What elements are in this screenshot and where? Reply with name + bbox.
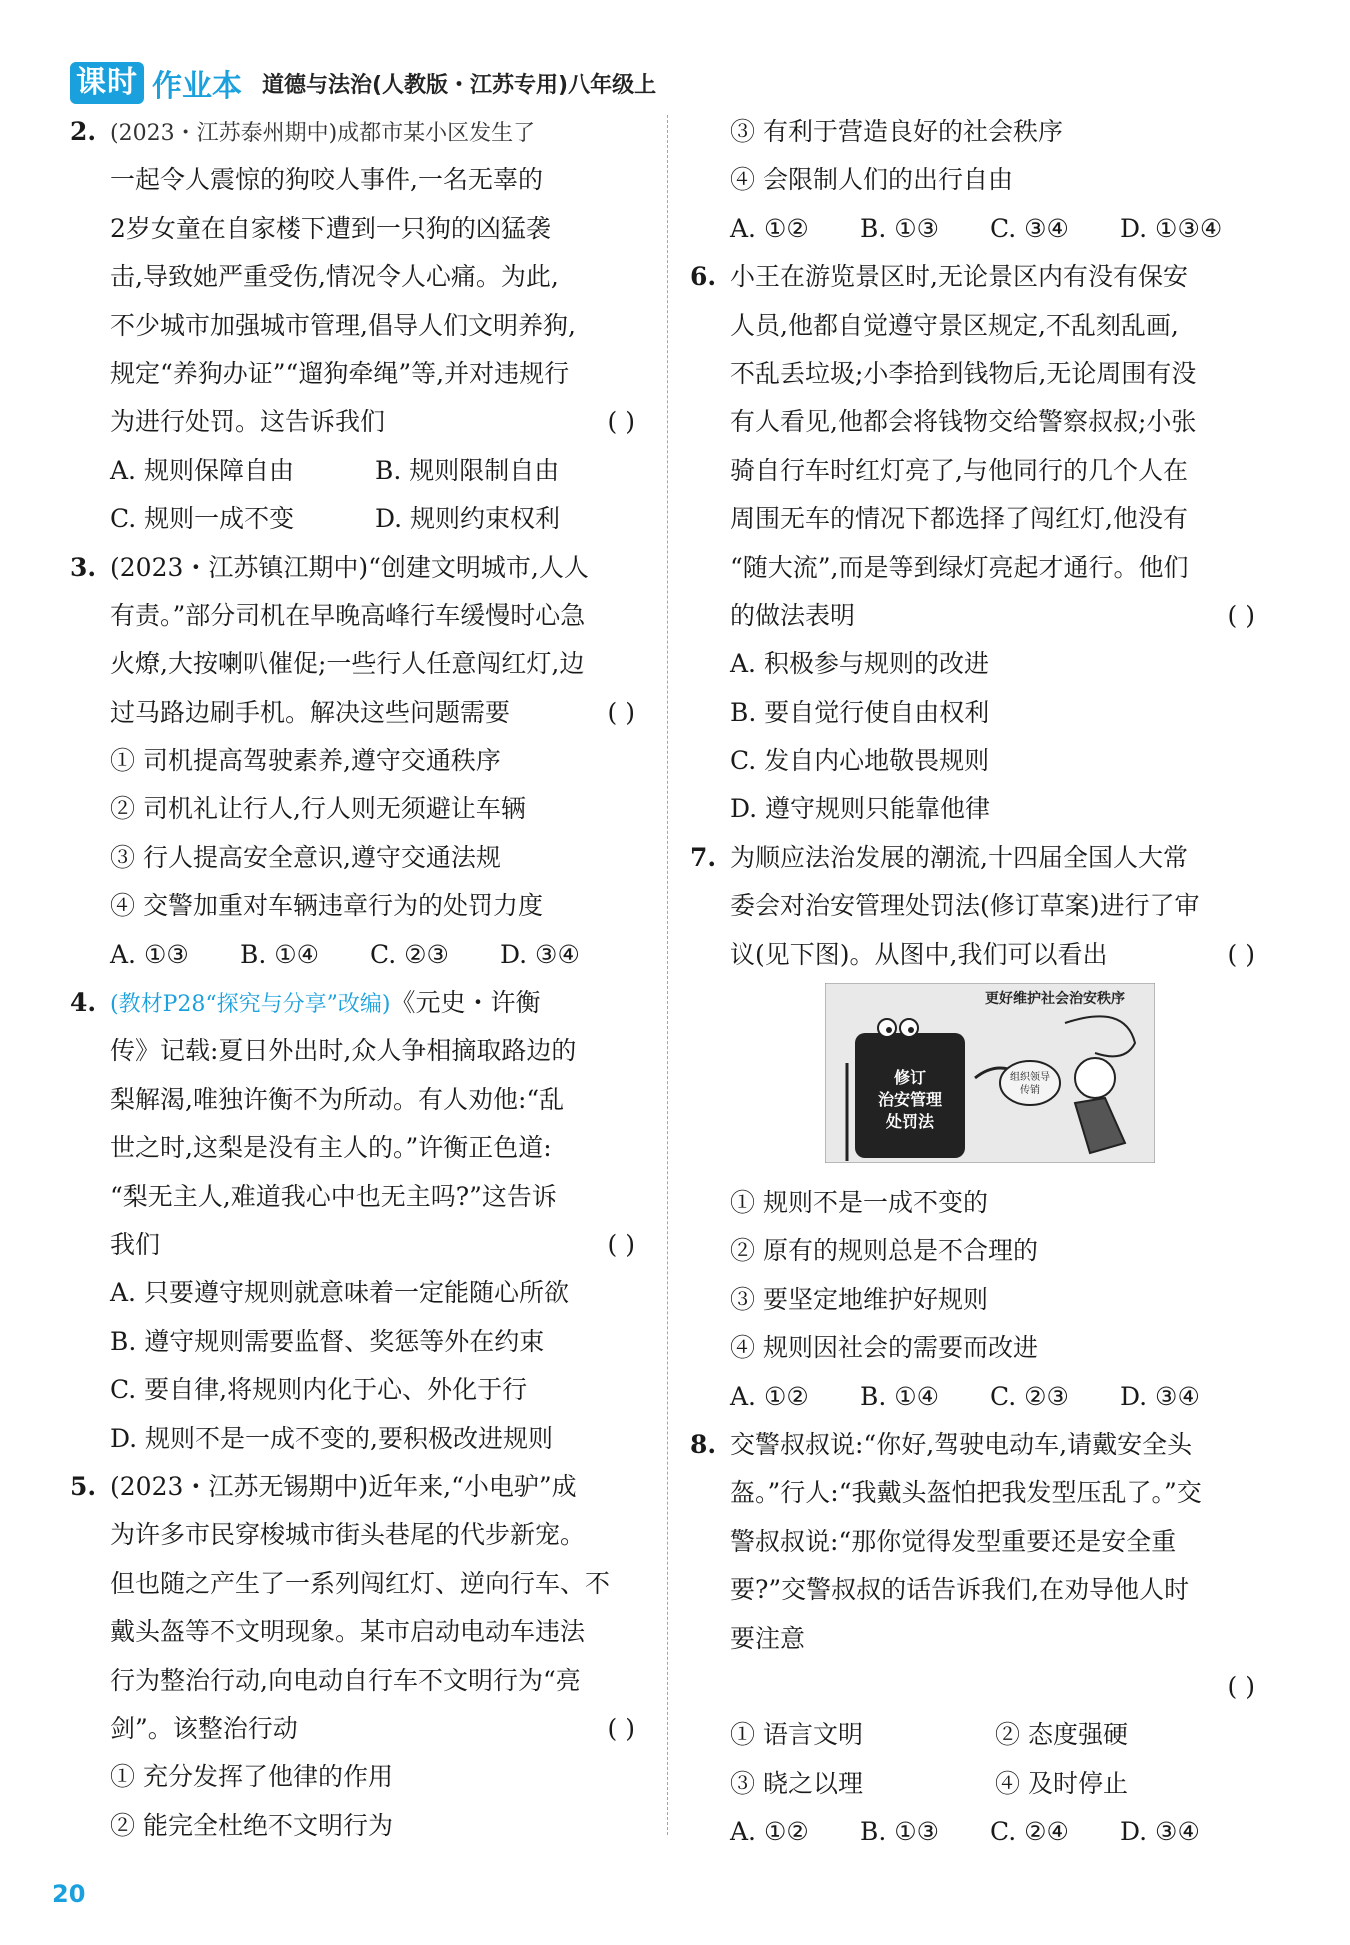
- question-text: 我们: [110, 1229, 161, 1259]
- statement-item: ② 原有的规则总是不合理的: [730, 1236, 1038, 1266]
- answer-blank: ( ): [1227, 600, 1255, 630]
- options-row: [70, 931, 645, 979]
- option-a: A. ①②: [730, 213, 809, 243]
- option-c: C. ②④: [990, 1817, 1069, 1847]
- cartoon-caption: 更好维护社会治安秩序: [985, 991, 1125, 1008]
- answer-blank-row: [690, 1663, 1265, 1711]
- question-text: 盔。”行人:“我戴头盔怕把我发型压乱了。”交: [730, 1478, 1202, 1508]
- logo-text: 作业本: [152, 69, 242, 104]
- option-c: C. ②③: [990, 1381, 1069, 1411]
- statement-item: ④ 规则因社会的需要而改进: [730, 1333, 1038, 1363]
- question-text: 2岁女童在自家楼下遭到一只狗的凶猛袭: [110, 213, 551, 243]
- question-number: 2.: [70, 117, 97, 146]
- statement-item: ① 规则不是一成不变的: [730, 1188, 988, 1218]
- question-text: “随大流”,而是等到绿灯亮起才通行。他们: [730, 552, 1189, 582]
- question-text: 有责。”部分司机在早晚高峰行车缓慢时心急: [110, 600, 586, 630]
- right-column: [690, 108, 1265, 1857]
- question-text: 一起令人震惊的狗咬人事件,一名无辜的: [110, 165, 543, 195]
- option-c: C. 规则一成不变: [110, 504, 295, 534]
- statement-item: ① 充分发挥了他律的作用: [110, 1762, 393, 1792]
- question-text: 戴头盔等不文明现象。某市启动电动车违法: [110, 1617, 586, 1647]
- statement-row: [690, 1760, 1265, 1808]
- question-text: 人员,他都自觉遵守景区规定,不乱刻乱画,: [730, 310, 1179, 340]
- question-text: 要?”交警叔叔的话告诉我们,在劝导他人时: [730, 1575, 1190, 1605]
- option-a: A. 只要遵守规则就意味着一定能随心所欲: [110, 1278, 569, 1308]
- question-number: 8.: [690, 1429, 717, 1459]
- statement-item: ③ 要坚定地维护好规则: [730, 1284, 988, 1314]
- option-b: B. ①④: [860, 1381, 940, 1411]
- question-text: 梨解渴,唯独许衡不为所动。有人劝他:“乱: [110, 1084, 565, 1114]
- statement-item: ④ 交警加重对车辆违章行为的处罚力度: [110, 891, 543, 921]
- options-row: [690, 205, 1265, 253]
- options-row: [690, 1808, 1265, 1856]
- question-text-last: [70, 689, 645, 737]
- statement-item: ③ 晓之以理: [730, 1768, 863, 1798]
- column-divider: [667, 115, 668, 1835]
- question-text: 但也随之产生了一系列闯红灯、逆向行车、不: [110, 1568, 611, 1598]
- answer-blank: ( ): [607, 1229, 635, 1259]
- question-text: 为顺应法治发展的潮流,十四届全国人大常: [730, 842, 1188, 872]
- question-text-last: [70, 1221, 645, 1269]
- fleeing-man-head: [1075, 1058, 1115, 1098]
- question-text: 周围无车的情况下都选择了闯红灯,他没有: [730, 504, 1188, 534]
- question-text: 行为整治行动,向电动自行车不文明行为“亮: [110, 1665, 581, 1695]
- series-logo: [70, 61, 242, 105]
- question-text: 不乱丢垃圾;小李拾到钱物后,无论周围有没: [730, 358, 1197, 388]
- question-number: 4.: [70, 988, 97, 1018]
- question-text-last: [70, 1705, 645, 1753]
- question-text: 为进行处罚。这告诉我们: [110, 407, 386, 437]
- question-text: 规定“养狗办证”“遛狗牵绳”等,并对违规行: [110, 358, 570, 388]
- question-number: 7.: [690, 842, 717, 872]
- question-text: “梨无主人,难道我心中也无主吗?”这告诉: [110, 1181, 557, 1211]
- book-label-2: 治安管理: [877, 1090, 943, 1110]
- statement-item: ④ 及时停止: [995, 1768, 1128, 1798]
- option-d: D. 规则约束权利: [375, 504, 561, 534]
- question-text: 的做法表明: [730, 600, 856, 630]
- option-d: D. ③④: [1120, 1817, 1200, 1847]
- logo-box: 课时: [70, 62, 144, 104]
- question-number: 3.: [70, 552, 97, 582]
- question-text: 为许多市民穿梭城市街头巷尾的代步新宠。: [110, 1520, 586, 1550]
- option-d: D. ③④: [500, 939, 580, 969]
- question-text: 不少城市加强城市管理,倡导人们文明养狗,: [110, 310, 576, 340]
- question-text: 世之时,这梨是没有主人的。”许衡正色道:: [110, 1133, 552, 1163]
- question-number: 5.: [70, 1471, 97, 1501]
- question-number: 6.: [690, 262, 717, 292]
- question-text: 火燎,大按喇叭催促;一些行人任意闯红灯,边: [110, 649, 585, 679]
- option-a: A. 积极参与规则的改进: [730, 649, 989, 679]
- options-row: [70, 495, 645, 543]
- question-text: 有人看见,他都会将钱物交给警察叔叔;小张: [730, 407, 1197, 437]
- question-text: 议(见下图)。从图中,我们可以看出: [730, 939, 1108, 969]
- question-text: 委会对治安管理处罚法(修订草案)进行了审: [730, 891, 1200, 921]
- option-b: B. ①③: [860, 1817, 940, 1847]
- money-bag-icon: [1000, 1061, 1060, 1105]
- option-d: D. 规则不是一成不变的,要积极改进规则: [110, 1423, 553, 1453]
- question-text: 传》记载:夏日外出时,众人争相摘取路边的: [110, 1036, 577, 1066]
- question-text: (2023・江苏镇江期中)“创建文明城市,人人: [110, 552, 589, 582]
- question-text-last: [690, 931, 1265, 979]
- option-c: C. ③④: [990, 213, 1069, 243]
- option-b: B. 规则限制自由: [375, 455, 560, 485]
- question-text: 击,导致她严重受伤,情况令人心痛。为此,: [110, 262, 559, 292]
- question-5-continued: [690, 108, 1265, 253]
- question-text: (2023・江苏无锡期中)近年来,“小电驴”成: [110, 1471, 577, 1501]
- bag-label-1: 组织领导: [1010, 1072, 1050, 1084]
- book-label-1: 修订: [893, 1068, 927, 1088]
- options-row: [690, 1373, 1265, 1421]
- option-c: C. 要自律,将规则内化于心、外化于行: [110, 1375, 528, 1405]
- question-text: 骑自行车时红灯亮了,与他同行的几个人在: [730, 455, 1188, 485]
- option-b: B. 遵守规则需要监督、奖惩等外在约束: [110, 1326, 545, 1356]
- bag-label-2: 传销: [1020, 1085, 1040, 1097]
- answer-blank: ( ): [607, 1713, 635, 1743]
- option-a: A. 规则保障自由: [110, 455, 294, 485]
- question-source: (教材P28“探究与分享”改编): [110, 992, 391, 1018]
- statement-item: ① 司机提高驾驶素养,遵守交通秩序: [110, 746, 501, 776]
- answer-blank: ( ): [1227, 1671, 1255, 1701]
- option-b: B. 要自觉行使自由权利: [730, 697, 990, 727]
- option-a: A. ①③: [110, 939, 189, 969]
- statement-item: ③ 行人提高安全意识,遵守交通法规: [110, 842, 501, 872]
- question-4: [70, 979, 645, 1463]
- question-text: 剑”。该整治行动: [110, 1713, 298, 1743]
- statement-row: [690, 1711, 1265, 1759]
- question-text: 警叔叔说:“那你觉得发型重要还是安全重: [730, 1526, 1177, 1556]
- statement-item: ② 能完全杜绝不文明行为: [110, 1810, 393, 1840]
- law-cartoon-image: [825, 983, 1155, 1163]
- statement-item: ④ 会限制人们的出行自由: [730, 165, 1013, 195]
- option-d: D. ③④: [1120, 1381, 1200, 1411]
- book-label-3: 处罚法: [885, 1112, 935, 1132]
- option-a: A. ①②: [730, 1381, 809, 1411]
- question-2: [70, 108, 645, 544]
- answer-blank: ( ): [1227, 939, 1255, 969]
- option-c: C. 发自内心地敬畏规则: [730, 746, 990, 776]
- statement-item: ② 态度强硬: [995, 1720, 1128, 1750]
- option-c: C. ②③: [370, 939, 449, 969]
- left-column: [70, 108, 645, 1850]
- question-7: [690, 834, 1265, 1421]
- options-row: [70, 447, 645, 495]
- question-8: [690, 1421, 1265, 1857]
- page-header: [70, 58, 656, 108]
- question-text-last: [70, 398, 645, 446]
- question-5: [70, 1463, 645, 1850]
- page-number: 20: [52, 1880, 86, 1908]
- option-a: A. ①②: [730, 1817, 809, 1847]
- option-d: D. ①③④: [1120, 213, 1223, 243]
- book-title: 道德与法治(人教版・江苏专用)八年级上: [262, 72, 657, 98]
- answer-blank: ( ): [607, 407, 635, 437]
- answer-blank: ( ): [607, 697, 635, 727]
- option-b: B. ①④: [240, 939, 320, 969]
- option-d: D. 遵守规则只能靠他律: [730, 794, 991, 824]
- statement-item: ① 语言文明: [730, 1720, 863, 1750]
- question-6: [690, 253, 1265, 834]
- statement-item: ② 司机礼让行人,行人则无须避让车辆: [110, 794, 526, 824]
- question-text: 小王在游览景区时,无论景区内有没有保安: [730, 262, 1188, 292]
- question-text-last: [690, 592, 1265, 640]
- question-text: 要注意: [730, 1623, 806, 1653]
- question-text: (2023・江苏泰州期中)成都市某小区发生了: [110, 121, 536, 146]
- question-3: [70, 544, 645, 980]
- question-text: 《元史・许衡: [390, 988, 541, 1018]
- question-text: 过马路边刷手机。解决这些问题需要: [110, 697, 511, 727]
- question-text: 交警叔叔说:“你好,驾驶电动车,请戴安全头: [730, 1429, 1193, 1459]
- statement-item: ③ 有利于营造良好的社会秩序: [730, 117, 1063, 146]
- option-b: B. ①③: [860, 213, 940, 243]
